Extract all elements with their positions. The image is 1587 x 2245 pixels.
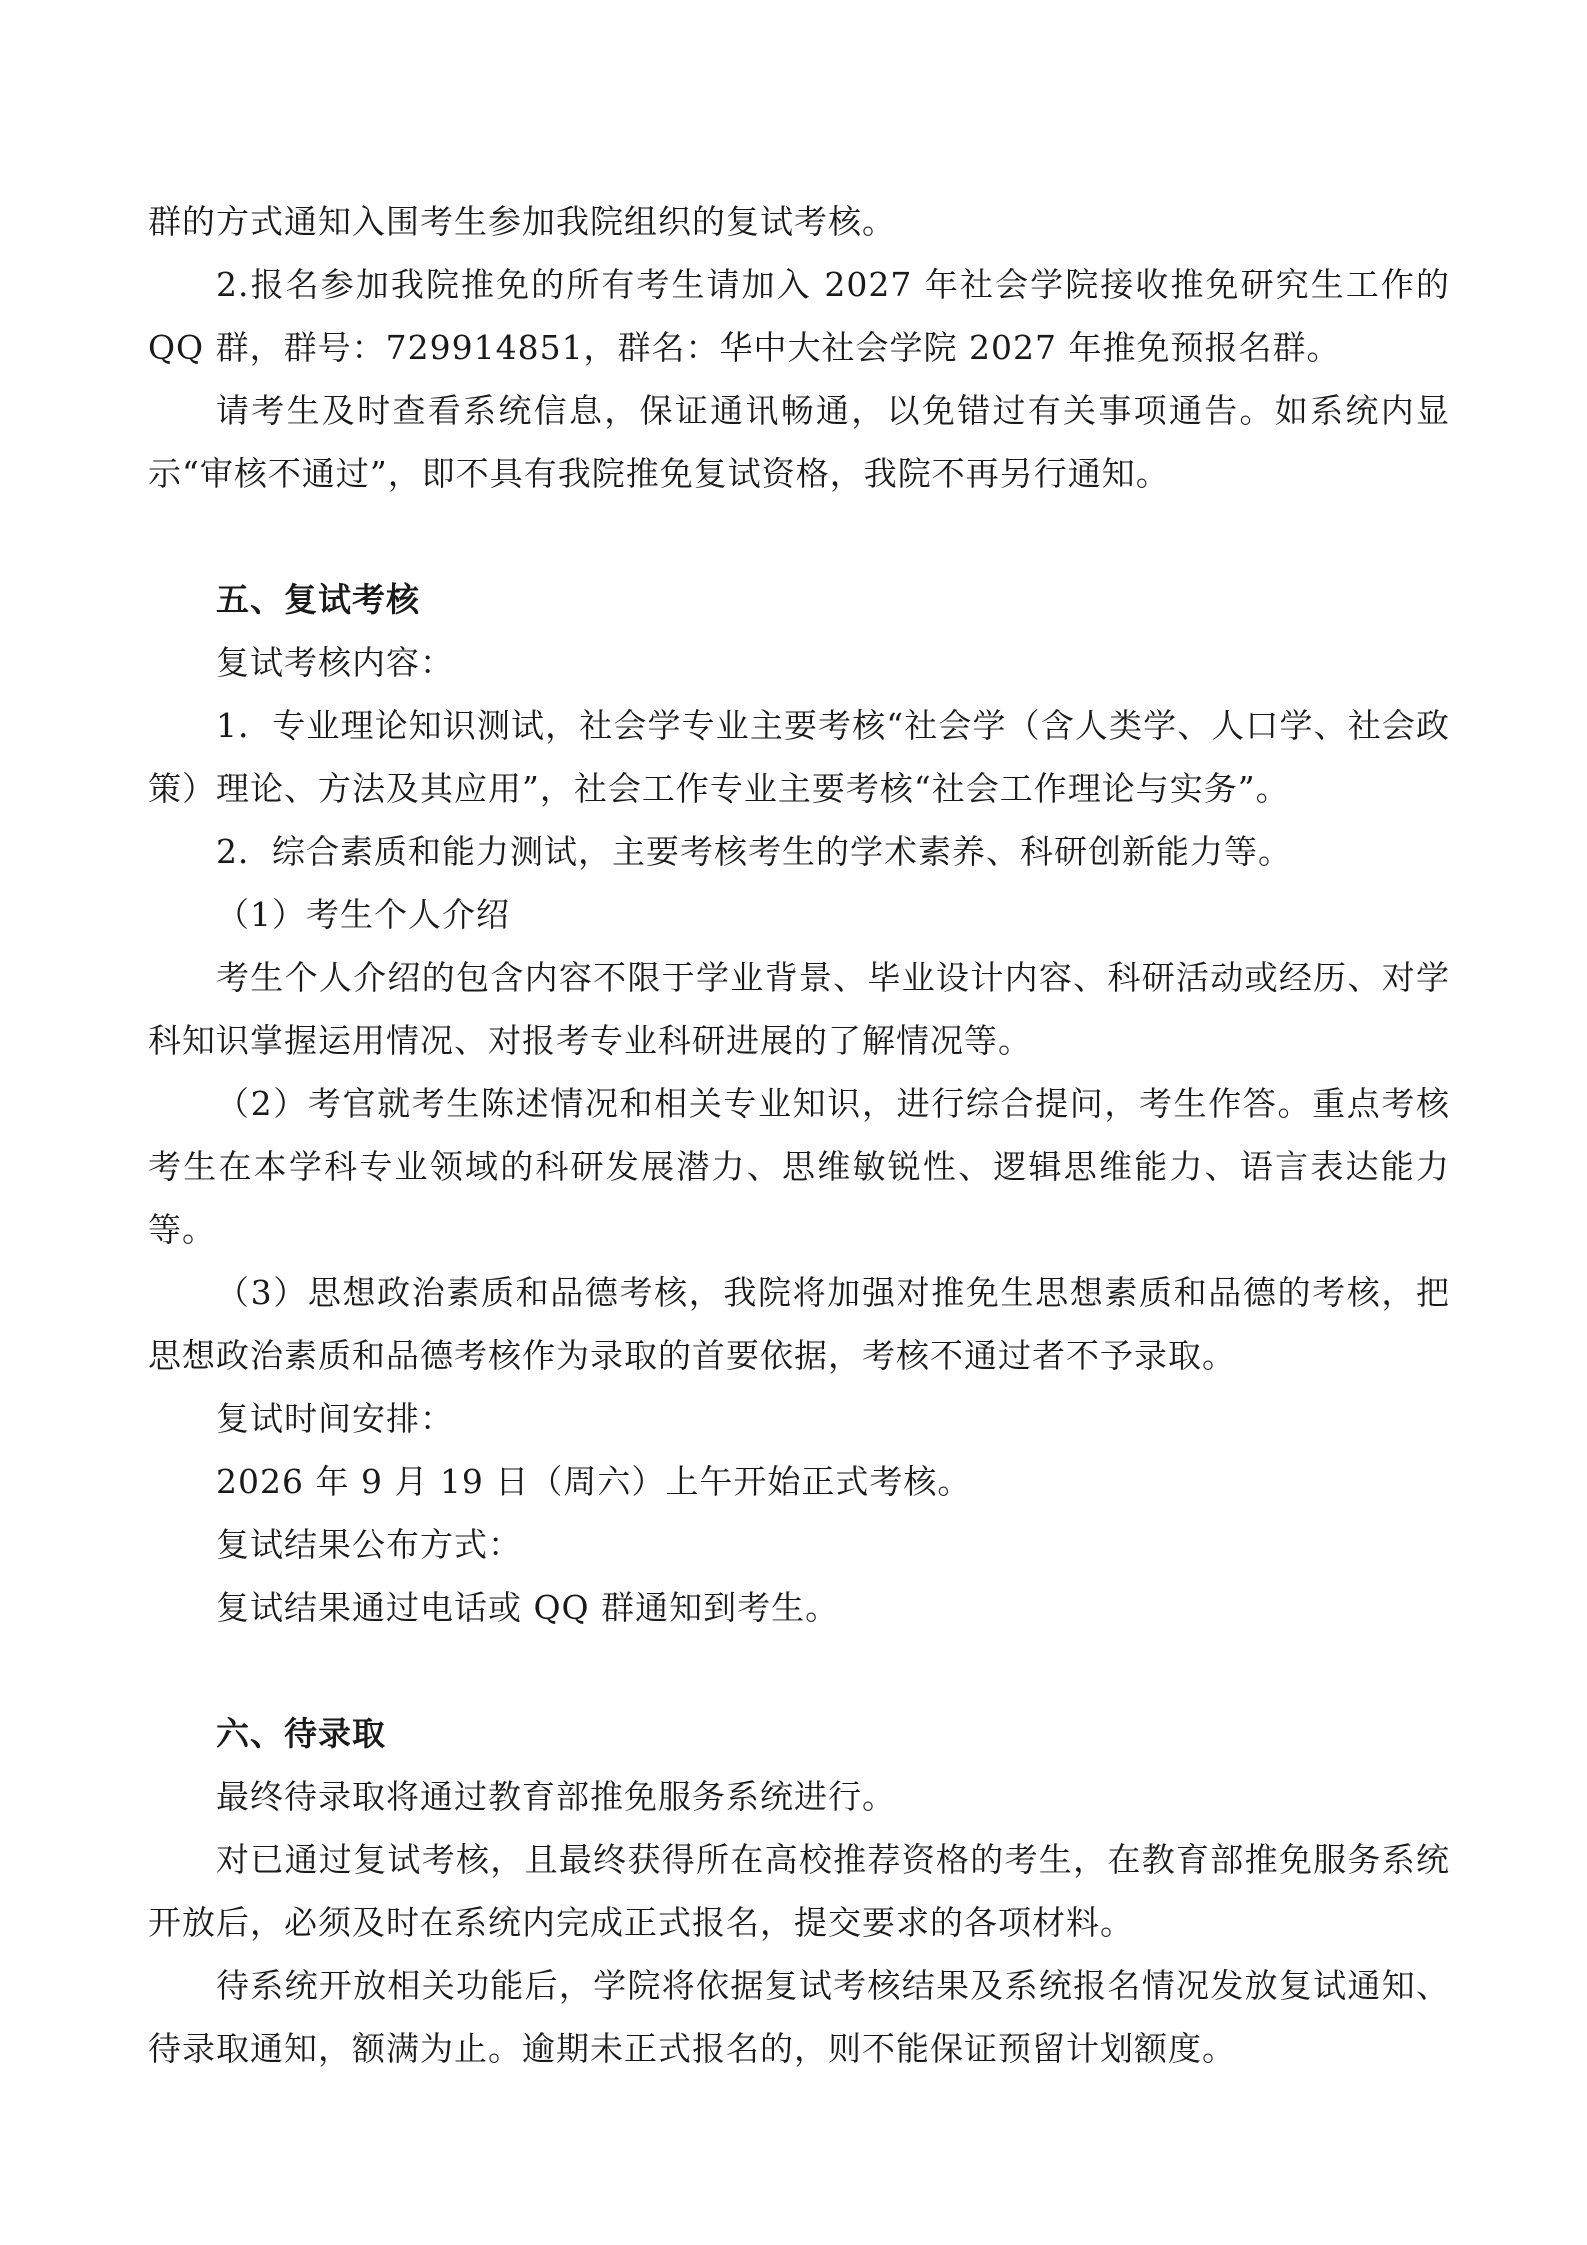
notice-paragraph: 请考生及时查看系统信息，保证通讯畅通，以免错过有关事项通告。如系统内显示“审核不通过”，即不具有我院推免复试资格，我院不再另行通知。 [148, 391, 1450, 493]
section-spacer [148, 1639, 1450, 1702]
exam-item-1: 1．专业理论知识测试，社会学专业主要考核“社会学（含人类学、人口学、社会政策）理论、方法及其应用”，社会工作专业主要考核“社会工作理论与实务”。 [148, 706, 1450, 808]
schedule-text: 2026 年 9 月 19 日（周六）上午开始正式考核。 [216, 1462, 972, 1501]
schedule-label: 复试时间安排： [216, 1399, 454, 1438]
qq-group-paragraph: 2.报名参加我院推免的所有考生请加入 2027 年社会学院接收推免研究生工作的 QQ 群，群号：729914851，群名：华中大社会学院 2027 年推免预报名群。 [148, 265, 1450, 367]
document-body [148, 190, 1450, 2080]
result-label: 复试结果公布方式： [216, 1525, 522, 1564]
admission-paragraph-1: 最终待录取将通过教育部推免服务系统进行。 [216, 1777, 896, 1816]
admission-paragraph-2: 对已通过复试考核，且最终获得所在高校推荐资格的考生，在教育部推免服务系统开放后，必须及时在系统内完成正式报名，提交要求的各项材料。 [148, 1840, 1450, 1942]
exam-subitem-3: （3）思想政治素质和品德考核，我院将加强对推免生思想素质和品德的考核，把思想政治素质和品德考核作为录取的首要依据，考核不通过者不予录取。 [148, 1273, 1450, 1375]
exam-subitem-1-title: （1）考生个人介绍 [216, 895, 510, 934]
section5-heading: 五、复试考核 [216, 580, 420, 619]
admission-paragraph-3: 待系统开放相关功能后，学院将依据复试考核结果及系统报名情况发放复试通知、待录取通知，额满为止。逾期未正式报名的，则不能保证预留计划额度。 [148, 1966, 1450, 2068]
exam-content-label: 复试考核内容： [216, 643, 454, 682]
exam-item-2: 2．综合素质和能力测试，主要考核考生的学术素养、科研创新能力等。 [216, 832, 1292, 871]
section-spacer [148, 505, 1450, 568]
exam-subitem-1-body: 考生个人介绍的包含内容不限于学业背景、毕业设计内容、科研活动或经历、对学科知识掌握运用情况、对报考专业科研进展的了解情况等。 [148, 958, 1450, 1060]
result-text: 复试结果通过电话或 QQ 群通知到考生。 [216, 1588, 840, 1627]
section4-continuation-line: 群的方式通知入围考生参加我院组织的复试考核。 [148, 202, 896, 241]
exam-subitem-2: （2）考官就考生陈述情况和相关专业知识，进行综合提问，考生作答。重点考核考生在本学科专业领域的科研发展潜力、思维敏锐性、逻辑思维能力、语言表达能力等。 [148, 1084, 1450, 1249]
section6-heading: 六、待录取 [216, 1714, 386, 1753]
